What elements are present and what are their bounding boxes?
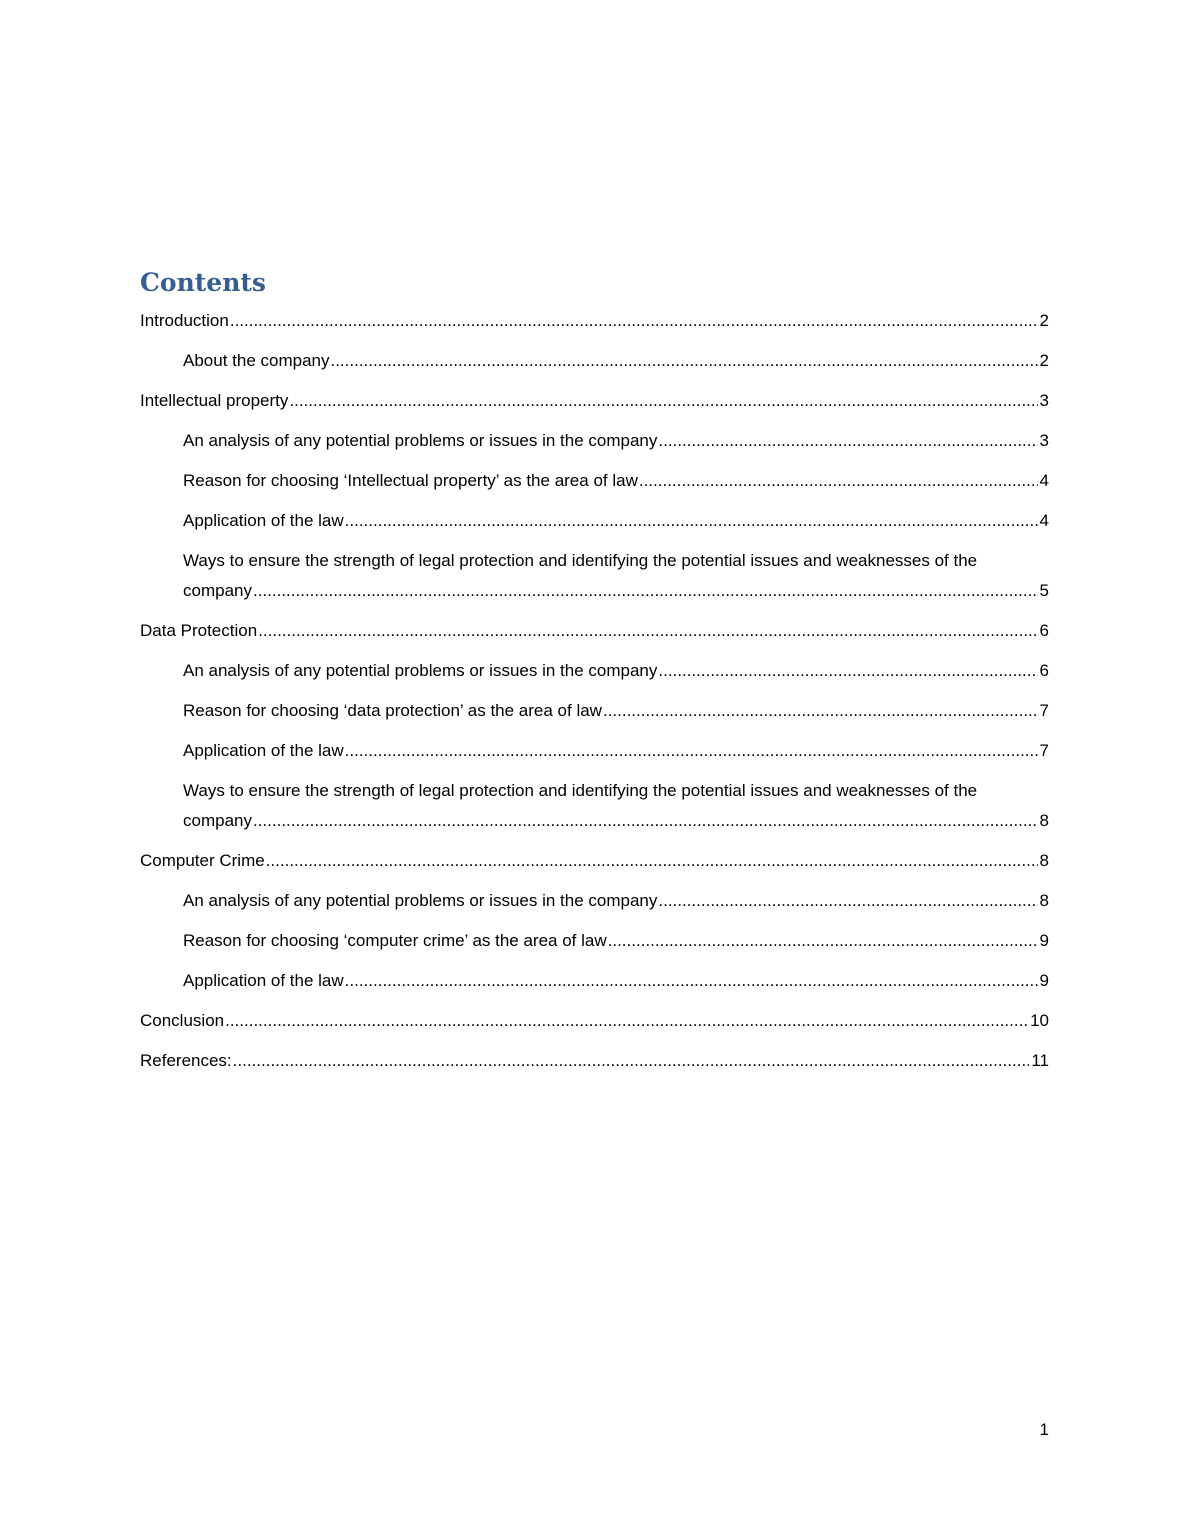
toc-entry-page: 2 <box>1038 306 1049 336</box>
table-of-contents <box>140 306 1049 1086</box>
toc-entry-page: 8 <box>1038 846 1049 876</box>
toc-entry-title: Data Protection ..... <box>140 621 257 640</box>
toc-entry-page: 8 <box>1038 886 1049 916</box>
toc-entry[interactable] <box>183 346 1049 376</box>
toc-entry-title: An analysis of any potential problems or issues in the company ..... <box>183 891 657 910</box>
toc-entry-page: 3 <box>1038 386 1049 416</box>
toc-entry[interactable] <box>140 846 1049 876</box>
toc-entry-title: Application of the law ..... <box>183 741 344 760</box>
toc-entry-title: Intellectual property ..... <box>140 391 288 410</box>
toc-entry-page: 4 <box>1038 506 1049 536</box>
toc-entry-page: 7 <box>1038 696 1049 726</box>
toc-entry-page: 9 <box>1038 966 1049 996</box>
toc-entry[interactable] <box>183 696 1049 726</box>
toc-entry-title: Ways to ensure the strength of legal protection and identifying the potential issues and weaknesses of the company ..... <box>183 781 977 830</box>
toc-entry[interactable] <box>140 306 1049 336</box>
toc-entry-title: Reason for choosing ‘data protection’ as the area of law ..... <box>183 701 602 720</box>
toc-entry-title: Application of the law ..... <box>183 511 344 530</box>
toc-entry-title: An analysis of any potential problems or issues in the company ..... <box>183 431 657 450</box>
toc-entry-page: 11 <box>1029 1046 1049 1076</box>
toc-entry[interactable] <box>183 546 1049 606</box>
toc-entry-title: Ways to ensure the strength of legal protection and identifying the potential issues and weaknesses of the company ..... <box>183 551 977 600</box>
toc-entry[interactable] <box>183 506 1049 536</box>
toc-entry[interactable] <box>140 386 1049 416</box>
toc-entry-page: 10 <box>1028 1006 1049 1036</box>
toc-entry-page: 6 <box>1038 656 1049 686</box>
toc-entry-page: 6 <box>1038 616 1049 646</box>
toc-entry-title: References: ..... <box>140 1051 232 1070</box>
toc-entry-title: An analysis of any potential problems or issues in the company ..... <box>183 661 657 680</box>
page-number: 1 <box>1039 1420 1049 1439</box>
toc-entry[interactable] <box>140 1006 1049 1036</box>
toc-entry-page: 9 <box>1038 926 1049 956</box>
toc-entry[interactable] <box>140 1046 1049 1076</box>
toc-entry[interactable] <box>183 886 1049 916</box>
toc-entry[interactable] <box>183 776 1049 836</box>
toc-entry-page: 4 <box>1038 466 1049 496</box>
toc-entry-title: Conclusion ..... <box>140 1011 224 1030</box>
toc-entry-title: Application of the law ..... <box>183 971 344 990</box>
toc-entry-page: 3 <box>1038 426 1049 456</box>
toc-entry[interactable] <box>183 466 1049 496</box>
toc-entry[interactable] <box>183 426 1049 456</box>
toc-entry-title: Computer Crime ..... <box>140 851 265 870</box>
toc-entry[interactable] <box>183 966 1049 996</box>
toc-heading: Contents <box>140 268 267 297</box>
toc-entry-page: 2 <box>1038 346 1049 376</box>
toc-entry-title: Introduction ..... <box>140 311 229 330</box>
toc-entry[interactable] <box>183 656 1049 686</box>
toc-entry-page: 8 <box>1038 806 1049 836</box>
toc-entry-title: Reason for choosing ‘computer crime’ as the area of law ..... <box>183 931 607 950</box>
toc-entry-title: About the company ..... <box>183 351 329 370</box>
toc-entry-page: 5 <box>1038 576 1049 606</box>
toc-entry[interactable] <box>183 736 1049 766</box>
toc-entry[interactable] <box>140 616 1049 646</box>
toc-entry-page: 7 <box>1038 736 1049 766</box>
toc-entry[interactable] <box>183 926 1049 956</box>
toc-entry-title: Reason for choosing ‘Intellectual property’ as the area of law ..... <box>183 471 638 490</box>
